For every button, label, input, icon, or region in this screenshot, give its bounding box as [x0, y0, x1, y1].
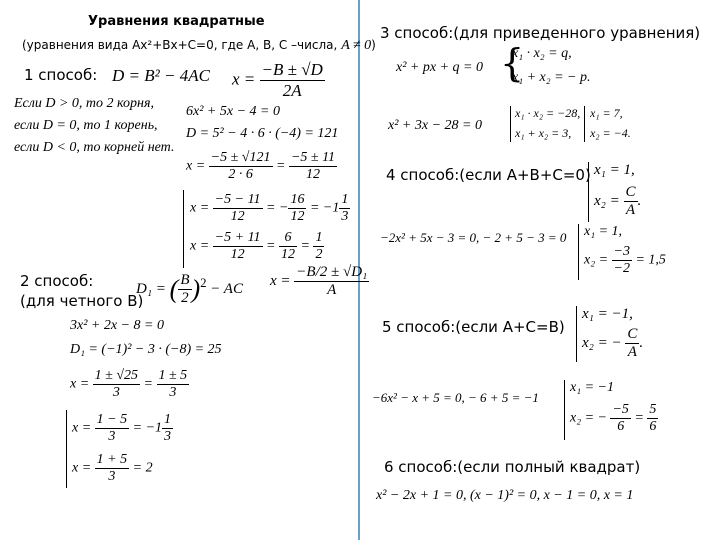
den: 2 · 6 [228, 167, 253, 182]
res: = −1 [132, 420, 163, 436]
rule-line-3: если D < 0, то корней нет. [14, 140, 175, 155]
num: 6 [279, 230, 297, 247]
num: −5 ± √121 [210, 150, 271, 165]
frac-c [339, 192, 350, 225]
den: 6 [649, 419, 657, 434]
num: −B/2 ± √D₁ [296, 264, 368, 280]
num: 1 + 5 [96, 452, 128, 467]
frac [624, 184, 638, 219]
frac [612, 244, 632, 277]
num: 1 − 5 [96, 412, 128, 427]
res: = 1,5 [635, 252, 666, 268]
root-frac [294, 264, 369, 299]
lhs: x₂ = [584, 252, 609, 268]
res: = −1 [309, 200, 340, 216]
method1-discriminant: D = B² − 4AC [112, 66, 210, 85]
method1-label: 1 способ: [24, 66, 98, 84]
subtitle-text: (уравнения вида Ax²+Bx+C=0, где A, B, C –числа, [22, 38, 338, 52]
num: 1 [341, 192, 349, 207]
den: A [627, 344, 637, 360]
m4-x2: x₂ = $\frac{C}{A}$ . [594, 184, 642, 218]
den: 3 [164, 429, 172, 444]
num: B [180, 272, 190, 288]
frac-b [289, 150, 337, 183]
den: 12 [306, 167, 320, 182]
m1-roots-bracket [183, 190, 184, 268]
den: 12 [230, 209, 245, 224]
m1-root-2: x = $\frac{-5 + 11}{12}$ = $\frac{6}{12}$ = $\frac{1}{2}$ [190, 230, 323, 262]
num: 1 [164, 412, 172, 427]
m5-bracket [576, 306, 577, 362]
num: 1 ± √25 [94, 368, 139, 383]
m1-example-equation: 6x² + 5x − 4 = 0 [186, 104, 280, 119]
d1-frac [178, 272, 191, 307]
den: 6 [617, 419, 625, 434]
m3-vieta-2: x₁ + x₂ = − p. [512, 70, 591, 85]
m5-example-x1: x₁ = −1 [570, 380, 614, 395]
num: 1 ± 5 [158, 368, 188, 383]
method4-label: 4 способ:(если A+B+C=0) [386, 166, 591, 184]
rule-line-2: если D = 0, то 1 корень, [14, 118, 158, 133]
frac-b [162, 412, 173, 445]
page-subtitle [22, 38, 376, 54]
den: 3 [112, 385, 120, 400]
frac-a [209, 150, 273, 183]
method2-root-formula [270, 264, 369, 299]
m2-example-roots: x = $\frac{1 \pm √25}{3}$ = $\frac{1 \pm 5}{3}$ [70, 368, 188, 400]
m6-example: x² − 2x + 1 = 0, (x − 1)² = 0, x − 1 = 0, x = 1 [376, 488, 634, 503]
den: 3 [108, 469, 116, 484]
method2-label: 2 способ: [20, 272, 94, 290]
num: −3 [613, 244, 630, 259]
frac-a [95, 452, 129, 485]
rule-line-1: Если D > 0, то 2 корня, [14, 96, 155, 111]
lhs: x = [72, 420, 92, 436]
m1-example-discriminant: D = 5² − 4 · 6 · (−4) = 121 [186, 126, 339, 141]
num: −5 ± 11 [290, 150, 336, 165]
m3-brace: { [500, 41, 525, 85]
m2-example-d1: D₁ = (−1)² − 3 · (−8) = 25 [70, 342, 222, 357]
lhs: x = [190, 238, 210, 254]
lhs: x = [70, 376, 90, 392]
method2-d1-formula: D₁ = ( $\frac{B}{2}$ )$^2$ − AC [136, 272, 243, 306]
subtitle-close: ) [371, 38, 376, 52]
frac-b [157, 368, 190, 401]
m4-example-bracket [578, 224, 579, 280]
m3-example-vieta-2: x₁ + x₂ = 3, [515, 126, 572, 140]
root-den: 2A [282, 81, 302, 100]
num: 16 [290, 192, 305, 207]
frac-a [213, 192, 263, 225]
m3-example-vieta-1: x₁ · x₂ = −28, [515, 106, 581, 120]
method6-label: 6 способ:(если полный квадрат) [384, 458, 641, 476]
m4-bracket [588, 162, 589, 222]
m3-example-bracket-1 [510, 106, 511, 142]
num: −5 − 11 [214, 192, 261, 207]
den: 3 [341, 209, 349, 224]
frac-a [95, 412, 129, 445]
d1-rest: − AC [210, 280, 243, 297]
subtitle-condition: A ≠ 0 [341, 38, 372, 53]
method2-sublabel: (для четного B) [20, 292, 144, 310]
m3-example-root-1: x₁ = 7, [590, 106, 623, 120]
m5-example-x2 [570, 402, 658, 435]
m2-roots-bracket [66, 410, 67, 488]
d1-lhs: D₁ = [136, 280, 166, 297]
m4-example-x2 [584, 244, 666, 277]
res: = 2 [132, 460, 153, 476]
den: −2 [613, 261, 630, 276]
den: 3 [169, 385, 177, 400]
m2-root-1 [72, 412, 173, 445]
m2-example-equation: 3x² + 2x − 8 = 0 [70, 318, 164, 333]
lhs: x₂ = − [582, 334, 622, 351]
frac-b [647, 402, 658, 435]
den: 2 [315, 247, 323, 262]
m2-root-2 [72, 452, 153, 485]
den: 2 [181, 290, 189, 306]
den: 3 [108, 429, 116, 444]
lhs: x₂ = [594, 192, 620, 209]
frac-a [610, 402, 630, 435]
den: 12 [290, 209, 305, 224]
m1-root-1: x = $\frac{-5 - 11}{12}$ = − $\frac{16}{12}$ = −1 $\frac{1}{3}$ [190, 192, 349, 224]
m5-example-bracket [564, 380, 565, 440]
frac-a [93, 368, 140, 401]
m3-example-equation: x² + 3x − 28 = 0 [388, 118, 482, 133]
root-num: −B ± √D [261, 60, 323, 79]
frac-a [213, 230, 263, 263]
page-title: Уравнения квадратные [88, 14, 265, 29]
den: 12 [230, 247, 245, 262]
method1-root-formula [232, 60, 325, 101]
frac-c [313, 230, 324, 263]
lhs: x = [186, 158, 206, 174]
den: 12 [280, 247, 295, 262]
lhs: x₂ = − [570, 410, 607, 426]
num: C [627, 326, 638, 342]
method5-label: 5 способ:(если A+C=B) [382, 318, 565, 336]
den: A [327, 282, 337, 298]
frac-b [279, 230, 297, 263]
num: 1 [315, 230, 323, 245]
lhs: x = [72, 460, 92, 476]
m3-vieta-1: x₁ · x₂ = q, [512, 46, 572, 61]
method3-label: 3 способ:(для приведенного уравнения) [380, 24, 701, 42]
m3-example-bracket-2 [584, 106, 585, 142]
root-lhs: x = [232, 69, 256, 89]
m5-x2: x₂ = − $\frac{C}{A}$ . [582, 326, 644, 360]
lhs: x = [270, 272, 291, 289]
num: 5 [649, 402, 657, 417]
root-fraction [260, 60, 325, 101]
m5-example-equation: −6x² − x + 5 = 0, − 6 + 5 = −1 [372, 390, 539, 405]
eq: = [634, 410, 644, 426]
m4-example-equation: −2x² + 5x − 3 = 0, − 2 + 5 − 3 = 0 [380, 230, 567, 245]
den: A [625, 202, 636, 218]
m3-equation: x² + px + q = 0 [396, 60, 483, 75]
num: −5 [612, 402, 629, 417]
m3-example-root-2: x₂ = −4. [590, 126, 631, 140]
frac-b [288, 192, 306, 225]
m4-x1: x₁ = 1, [594, 162, 635, 178]
m1-example-roots: x = $\frac{-5 \pm √121}{2 \cdot 6}$ = $\frac{-5 \pm 11}{12}$ [186, 150, 336, 182]
m4-example-x1: x₁ = 1, [584, 224, 623, 239]
m5-x1: x₁ = −1, [582, 306, 633, 322]
num: −5 + 11 [214, 230, 261, 245]
lhs: x = [190, 200, 210, 216]
frac [625, 326, 639, 361]
num: C [625, 184, 636, 200]
